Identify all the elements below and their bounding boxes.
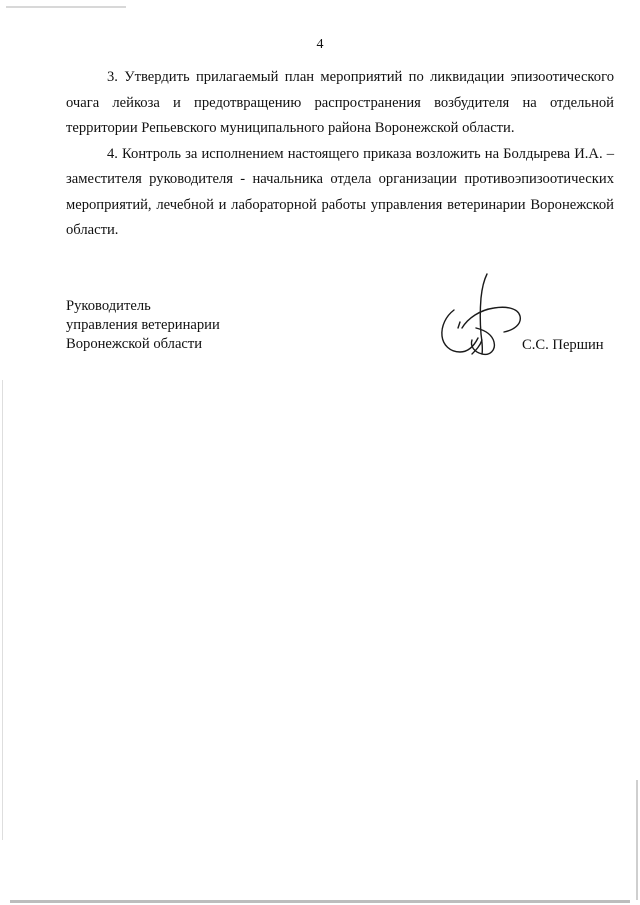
- signer-name: С.С. Першин: [522, 337, 604, 353]
- position-line-1: Руководитель: [66, 298, 151, 314]
- position-line-2: управления ветеринарии: [66, 317, 220, 333]
- scan-edge-top: [6, 6, 126, 8]
- scan-edge-left: [2, 380, 3, 840]
- position-line-3: Воронежской области: [66, 336, 203, 352]
- handwritten-signature: [432, 270, 528, 366]
- scan-edge-right: [636, 780, 638, 900]
- paragraph-3: 3. Утвердить прилагаемый план мероприятий по ликвидации эпизоотического очага лейкоза и предотвращению распространения возбудителя на отдельной территории Репьевского муниципального района Воронежской области.: [66, 69, 614, 136]
- paragraph-4: 4. Контроль за исполнением настоящего приказа возложить на Болдырева И.А. – заместителя руководителя - начальника отдела организации противоэпизоотических мероприятий, лечебной и лабораторной работы управления ветеринарии Воронежской области.: [66, 145, 614, 238]
- document-body: [66, 65, 614, 244]
- signatory-position: [66, 297, 286, 354]
- page-number: 4: [316, 37, 324, 52]
- scan-edge-bottom: [10, 900, 630, 903]
